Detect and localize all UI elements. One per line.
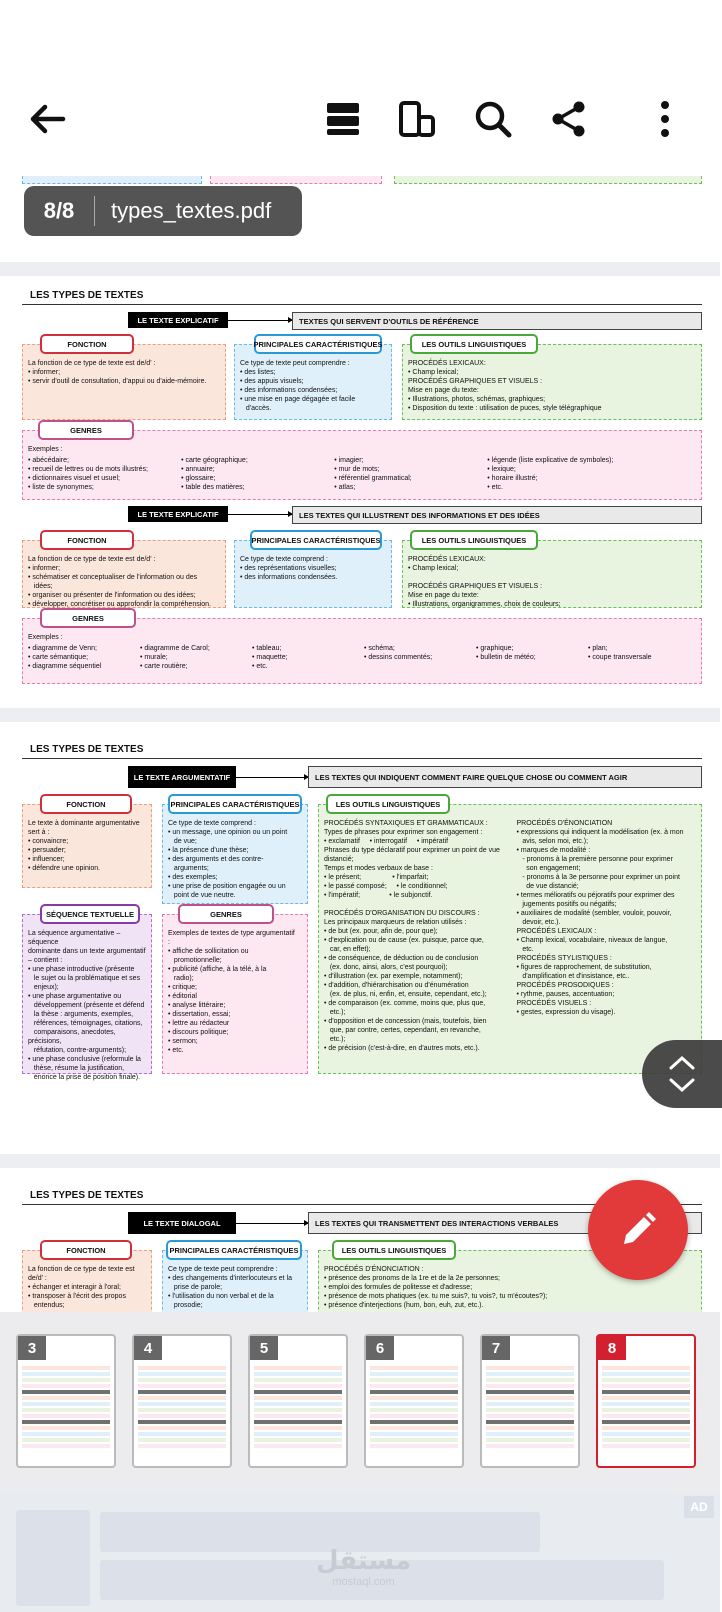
outils-left-text: PROCÉDÉS SYNTAXIQUES ET GRAMMATICAUX : Types de phrases pour exprimer son engagement : • exclamatif • interrogatif • impératif Phrases du type déclaratif pour exprimer un point de vue distancié; Temps et modes verbaux de base : • le présent; • l'imparfait; • le passé composé; • le conditionnel; • l'impératif; • le subjonctif. PROCÉDÉS D'ORGANISATION DU DISCOURS : Les principaux marqueurs de relation utilisés : • de but (ex. pour, afin de, pour que); • d'explication ou de cause (ex. puisque, parce que, car, en effet); • de conséquence, de déduction ou de conclusion (ex. donc, ainsi, alors, c'est pourquoi); • d'illustration (ex. par exemple, notamment); • d'addition, d'hiérarchisation ou d'énumération (ex. de plus, ni, enfin, et, ensuite, cependant, etc.); • de comparaison (ex. comme, moins que, plus que, etc.); • d'opposition et de concession (mais, toutefois, bien que, par contre, certes, cependant, en revanche, etc.); • de précision (c'est-à-dire, en d'autres mots, etc.). xyxy=(324,820,500,1052)
share-icon[interactable] xyxy=(544,94,594,144)
thumbnail-content xyxy=(138,1390,226,1394)
thumbnail-content xyxy=(602,1378,690,1382)
thumbnail-content xyxy=(22,1402,110,1406)
genres-col: • diagramme de Venn; • carte sémantique; • diagramme séquentiel xyxy=(28,645,102,670)
chevron-up-icon xyxy=(668,1055,696,1071)
page-title: LES TYPES DE TEXTES xyxy=(30,744,144,755)
fonction-label: FONCTION xyxy=(40,334,134,354)
thumbnail-content xyxy=(370,1366,458,1370)
thumbnail-content xyxy=(22,1366,110,1370)
thumbnail-content xyxy=(254,1384,342,1388)
thumbnail-content xyxy=(602,1390,690,1394)
caracteristiques-box xyxy=(234,540,392,608)
thumbnail-content xyxy=(22,1372,110,1376)
outils-text: PROCÉDÉS LEXICAUX: • Champ lexical; PROCÉDÉS GRAPHIQUES ET VISUELS : Mise en page du texte: • Illustrations, photos, schémas, graphiques; • Disposition du texte : utilisation de puces, style télégraphique xyxy=(408,360,602,412)
thumbnail-content xyxy=(254,1390,342,1394)
watermark xyxy=(316,1546,411,1588)
thumbnail-content xyxy=(22,1420,110,1424)
thumbnail-content xyxy=(486,1366,574,1370)
caracteristiques-text: Ce type de texte comprend : • des représentations visuelles; • des informations condensées. xyxy=(240,556,338,581)
page-thumbnail-strip xyxy=(0,1312,720,1490)
pdf-page-6 xyxy=(0,276,720,708)
outils-box xyxy=(402,344,702,420)
thumbnail-content xyxy=(138,1402,226,1406)
caracteristiques-label: PRINCIPALES CARACTÉRISTIQUES xyxy=(168,794,302,814)
ad-label: AD xyxy=(684,1496,714,1518)
outils-right-text: PROCÉDÉS D'ÉNONCIATION • expressions qui indiquent la modélisation (ex. à mon avis, selon moi, etc.); • marques de modalité : - pronoms à la première personne pour exprimer son engagement; - pronoms à la 3e personne pour exprimer un point de vue distancié; • termes mélioratifs ou péjoratifs pour exprimer des jugements positifs ou négatifs; • auxiliaires de modalité (sembler, vouloir, pouvoir, devoir, etc.). PROCÉDÉS LEXICAUX : • Champ lexical, vocabulaire, niveaux de langue, etc. PROCÉDÉS STYLISTIQUES : • figures de rapprochement, de substitution, d'amplification et d'insistance, etc.. PROCÉDÉS PROSODIQUES : • rythme, pauses, accentuation; PROCÉDÉS VISUELS : • gestes, expression du visage). xyxy=(516,820,684,1016)
page-layout-icon[interactable] xyxy=(392,94,442,144)
thumbnail-content xyxy=(486,1390,574,1394)
thumbnail-content xyxy=(22,1426,110,1430)
outils-text: PROCÉDÉS LEXICAUX: • Champ lexical; PROCÉDÉS GRAPHIQUES ET VISUELS : Mise en page du texte: • Illustrations, organigrammes, choix de couleurs; xyxy=(408,556,561,608)
thumbnail-content xyxy=(486,1438,574,1442)
page-thumbnail[interactable]: 7 xyxy=(480,1334,580,1468)
thumbnail-content xyxy=(138,1420,226,1424)
thumbnail-content xyxy=(254,1420,342,1424)
outils-label: LES OUTILS LINGUISTIQUES xyxy=(332,1240,456,1260)
fonction-box xyxy=(22,344,226,420)
outils-box xyxy=(318,804,702,1074)
caracteristiques-box xyxy=(234,344,392,420)
thumbnail-content xyxy=(602,1432,690,1436)
thumbnail-content xyxy=(486,1444,574,1448)
top-toolbar xyxy=(0,0,720,178)
fonction-text: Le texte à dominante argumentative sert à : • convaincre; • persuader; • influencer; • défendre une opinion. xyxy=(28,820,140,872)
thumbnail-content xyxy=(486,1420,574,1424)
thumbnail-content xyxy=(370,1414,458,1418)
thumbnail-content xyxy=(138,1372,226,1376)
thumbnail-content xyxy=(486,1432,574,1436)
genres-col: • carte géographique; • annuaire; • glossaire; • table des matières; xyxy=(181,457,248,491)
ad-image-placeholder xyxy=(16,1510,90,1606)
fonction-box xyxy=(22,804,152,888)
section-heading: TEXTES QUI SERVENT D'OUTILS DE RÉFÉRENCE xyxy=(292,312,702,330)
thumbnail-content xyxy=(254,1372,342,1376)
thumbnail-content xyxy=(22,1444,110,1448)
thumbnail-content xyxy=(602,1384,690,1388)
page-thumbnail[interactable]: 5 xyxy=(248,1334,348,1468)
thumbnail-content xyxy=(370,1372,458,1376)
thumbnail-content xyxy=(370,1408,458,1412)
caracteristiques-text: Ce type de texte peut comprendre : • des listes; • des appuis visuels; • des informations condensées; • une mise en page dégagée et facile d'accès. xyxy=(240,360,356,412)
section-heading: LES TEXTES QUI INDIQUENT COMMENT FAIRE QUELQUE CHOSE OU COMMENT AGIR xyxy=(308,766,702,788)
thumbnail-content xyxy=(486,1396,574,1400)
page-title: LES TYPES DE TEXTES xyxy=(30,290,144,301)
genres-label: GENRES xyxy=(40,608,136,628)
thumbnail-content xyxy=(254,1444,342,1448)
type-tag: LE TEXTE ARGUMENTATIF xyxy=(128,766,236,788)
arrow xyxy=(236,777,308,778)
fonction-label: FONCTION xyxy=(40,794,132,814)
thumbnail-content xyxy=(486,1426,574,1430)
section-heading: LES TEXTES QUI TRANSMETTENT DES INTERACTIONS VERBALES xyxy=(308,1212,702,1234)
caracteristiques-box xyxy=(162,1250,308,1320)
pencil-icon xyxy=(616,1208,660,1252)
page-thumbnail[interactable]: 6 xyxy=(364,1334,464,1468)
thumbnail-content xyxy=(370,1384,458,1388)
outils-box xyxy=(402,540,702,608)
thumbnail-content xyxy=(602,1426,690,1430)
thumbnail-content xyxy=(370,1420,458,1424)
genres-col: • diagramme de Carol; • murale; • carte routière; xyxy=(140,645,210,670)
thumbnail-content xyxy=(486,1408,574,1412)
page-number: 8/8 xyxy=(43,198,75,223)
fonction-label: FONCTION xyxy=(40,1240,132,1260)
genres-intro: Exemples : xyxy=(28,634,63,641)
search-icon[interactable] xyxy=(468,94,518,144)
watermark-url: mostaql.com xyxy=(332,1576,395,1588)
thumbnail-content xyxy=(602,1366,690,1370)
outils-text: PROCÉDÉS D'ÉNONCIATION : • présence des pronoms de la 1re et de la 2e personnes; • emploi des formules de politesse et d'adresse; • présence de mots phatiques (ex. tu me suis?, tu vois?, tu m'écoutes?); • présence d'interjections (hum, bon, euh, zut, etc.). xyxy=(324,1266,548,1309)
genres-text: Exemples de textes de type argumentatif : • affiche de sollicitation ou promotionnelle; • publicité (affiche, à la télé, à la radio); • critique; • éditorial • analyse littéraire; • dissertation, essai; • lettre au rédacteur • discours politique; • sermon; • etc. xyxy=(168,930,295,1054)
page-thumbnail-active[interactable]: 8 xyxy=(596,1334,696,1468)
thumbnail-content xyxy=(138,1384,226,1388)
arrow xyxy=(228,514,292,515)
thumbnail-content xyxy=(254,1396,342,1400)
thumbnail-content xyxy=(138,1444,226,1448)
thumbnail-content xyxy=(370,1426,458,1430)
thumbnail-content xyxy=(370,1444,458,1448)
genres-box xyxy=(162,914,308,1074)
outils-label: LES OUTILS LINGUISTIQUES xyxy=(326,794,450,814)
genres-col: • abécédaire; • recueil de lettres ou de mots illustrés; • dictionnaires visuel et usuel; • liste de synonymes; xyxy=(28,457,148,491)
fonction-text: La fonction de ce type de texte est de/d' : • informer; • servir d'outil de consultation, d'appui ou d'aide-mémoire. xyxy=(28,360,207,385)
thumbnail-content xyxy=(254,1414,342,1418)
back-arrow-icon[interactable] xyxy=(22,94,72,144)
caracteristiques-text: Ce type de texte peut comprendre : • des changements d'interlocuteurs et la prise de parole; • l'utilisation du non verbal et de la prosodie; xyxy=(168,1266,293,1309)
section-heading: LES TEXTES QUI ILLUSTRENT DES INFORMATIONS ET DES IDÉES xyxy=(292,506,702,524)
type-tag: LE TEXTE EXPLICATIF xyxy=(128,312,228,328)
fonction-box xyxy=(22,540,226,608)
thumbnail-content xyxy=(602,1420,690,1424)
watermark-text: مستقل xyxy=(316,1546,412,1576)
edit-button[interactable] xyxy=(588,1180,688,1280)
thumbnail-content xyxy=(602,1372,690,1376)
thumbnail-content xyxy=(254,1432,342,1436)
arrow xyxy=(228,320,292,321)
thumbnail-content xyxy=(602,1396,690,1400)
thumbnail-content xyxy=(22,1432,110,1436)
fonction-label: FONCTION xyxy=(40,530,134,550)
thumbnail-content xyxy=(486,1384,574,1388)
thumbnail-content xyxy=(370,1438,458,1442)
fonction-text: La fonction de ce type de texte est de/d' : • informer; • schématiser et conceptualiser de l'information ou des idées; • organiser ou présenter de l'information ou des idées; • développer, concrétiser ou approfondir la compréhension. xyxy=(28,556,212,608)
arrow xyxy=(236,1223,308,1224)
thumbnail-content xyxy=(138,1408,226,1412)
thumbnail-content xyxy=(22,1378,110,1382)
thumbnail-content xyxy=(254,1402,342,1406)
genres-col: • légende (liste explicative de symboles); • lexique; • horaire illustré; • etc. xyxy=(487,457,614,491)
thumbnail-content xyxy=(254,1366,342,1370)
thumbnail-content xyxy=(138,1366,226,1370)
thumbnail-content xyxy=(22,1384,110,1388)
thumbnail-content xyxy=(602,1438,690,1442)
genres-label: GENRES xyxy=(38,420,134,440)
sequence-label: SÉQUENCE TEXTUELLE xyxy=(40,904,140,924)
page-thumbnail[interactable]: 4 xyxy=(132,1334,232,1468)
caracteristiques-label: PRINCIPALES CARACTÉRISTIQUES xyxy=(254,334,382,354)
thumbnail-content xyxy=(138,1438,226,1442)
chevron-down-icon xyxy=(668,1077,696,1093)
more-options-icon[interactable] xyxy=(640,94,690,144)
caracteristiques-label: PRINCIPALES CARACTÉRISTIQUES xyxy=(250,530,382,550)
thumbnail-content xyxy=(138,1378,226,1382)
genres-col: • graphique; • bulletin de météo; xyxy=(476,645,536,661)
caracteristiques-text: Ce type de texte comprend : • un message, une opinion ou un point de vue; • la présence d'une thèse; • des arguments et des contre- arguments; • des exemples; • une prise de position engagée ou un point de vue neutre. xyxy=(168,820,288,899)
caracteristiques-box xyxy=(162,804,308,904)
genres-col: • schéma; • dessins commentés; xyxy=(364,645,433,661)
genres-col: • imagier; • mur de mots; • référentiel grammatical; • atlas; xyxy=(334,457,412,491)
caracteristiques-label: PRINCIPALES CARACTÉRISTIQUES xyxy=(166,1240,302,1260)
thumbnail-content xyxy=(138,1426,226,1430)
thumbnail-content xyxy=(254,1408,342,1412)
thumbnail-content xyxy=(254,1426,342,1430)
fast-scroll-handle[interactable] xyxy=(642,1040,722,1108)
thumbnail-content xyxy=(370,1396,458,1400)
file-name: types_textes.pdf xyxy=(111,198,272,223)
outils-label: LES OUTILS LINGUISTIQUES xyxy=(410,530,538,550)
thumbnail-content xyxy=(138,1432,226,1436)
thumbnail-content xyxy=(370,1390,458,1394)
thumbnail-content xyxy=(370,1432,458,1436)
thumbnail-content xyxy=(370,1378,458,1382)
page-thumbnail[interactable]: 3 xyxy=(16,1334,116,1468)
outils-label: LES OUTILS LINGUISTIQUES xyxy=(410,334,538,354)
thumbnail-content xyxy=(138,1414,226,1418)
thumbnail-content xyxy=(22,1390,110,1394)
genres-label: GENRES xyxy=(178,904,274,924)
thumbnail-content xyxy=(602,1402,690,1406)
genres-intro: Exemples : xyxy=(28,446,63,453)
thumbnail-content xyxy=(486,1372,574,1376)
pdf-page-7 xyxy=(0,722,720,1154)
thumbnail-content xyxy=(602,1414,690,1418)
thumbnail-content xyxy=(486,1378,574,1382)
page-indicator xyxy=(24,186,302,236)
type-tag: LE TEXTE DIALOGAL xyxy=(128,1212,236,1234)
fonction-text: La fonction de ce type de texte est de/d' : • échanger et interagir à l'oral; • transposer à l'écrit des propos entendus; xyxy=(28,1266,135,1309)
thumbnail-content xyxy=(254,1438,342,1442)
sequence-text: La séquence argumentative – séquence dominante dans un texte argumentatif – contient : • une phase introductive (présente le sujet ou la problématique et ses enjeux); • une phase argumentative ou développement (présente et défend la thèse : arguments, exemples, références, témoignages, citations, comparaisons, anecdotes, précisions, réfutation, contre-arguments); • une phase conclusive (reformule la thèse, résume la justification, énonce la prise de position finale). xyxy=(28,930,146,1081)
divider xyxy=(22,304,702,305)
thumbnail-content xyxy=(22,1438,110,1442)
thumbnail-content xyxy=(254,1378,342,1382)
thumbnail-content xyxy=(602,1444,690,1448)
genres-col: • tableau; • maquette; • etc. xyxy=(252,645,288,670)
thumbnail-content xyxy=(22,1414,110,1418)
thumbnail-content xyxy=(602,1408,690,1412)
divider xyxy=(22,758,702,759)
sequence-box xyxy=(22,914,152,1081)
genres-box xyxy=(22,430,702,500)
thumbnail-content xyxy=(486,1414,574,1418)
thumbnail-content xyxy=(22,1408,110,1412)
thumbnail-content xyxy=(138,1396,226,1400)
page-title: LES TYPES DE TEXTES xyxy=(30,1190,144,1201)
genres-col: • plan; • coupe transversale xyxy=(588,645,652,661)
thumbnail-content xyxy=(486,1402,574,1406)
single-page-view-icon[interactable] xyxy=(318,94,368,144)
fonction-box xyxy=(22,1250,152,1320)
type-tag: LE TEXTE EXPLICATIF xyxy=(128,506,228,522)
thumbnail-content xyxy=(22,1396,110,1400)
thumbnail-content xyxy=(370,1402,458,1406)
